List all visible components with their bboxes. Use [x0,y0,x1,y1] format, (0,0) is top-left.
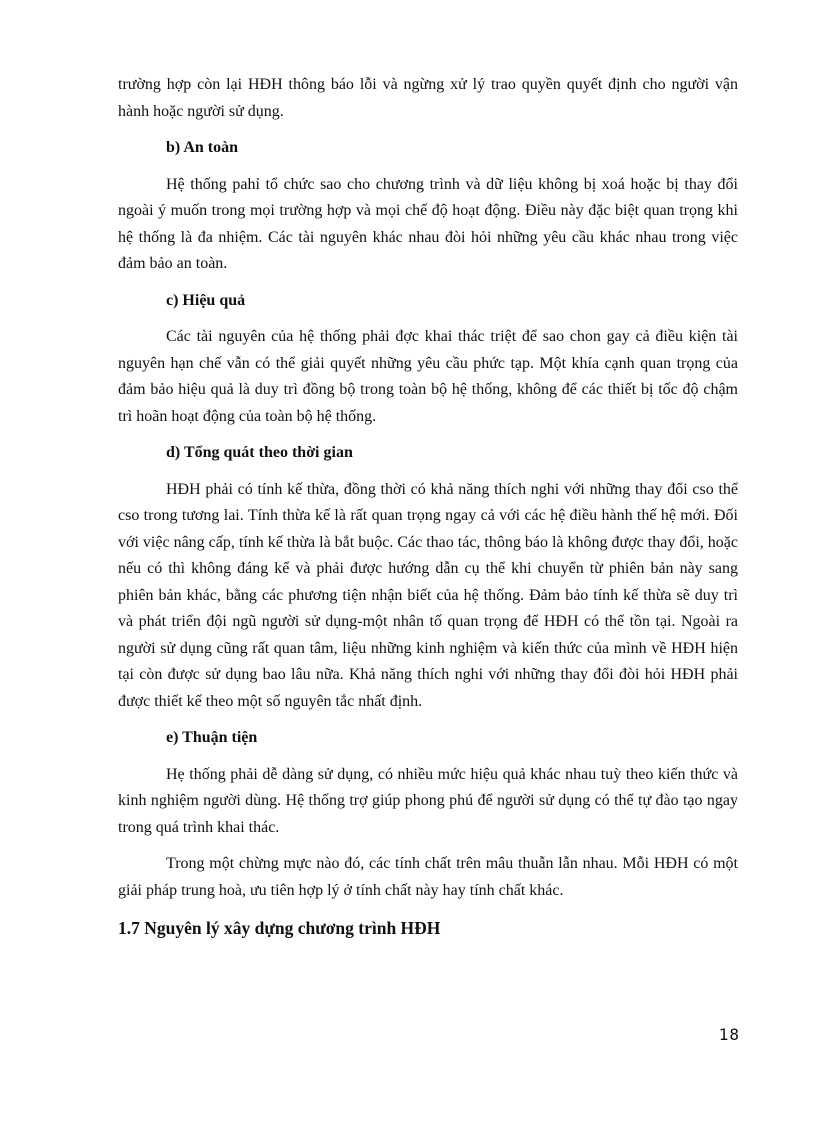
paragraph-convenience: Hẹ thống phải dễ dàng sử dụng, có nhiều mức hiệu quả khác nhau tuỳ theo kiến thức và kinh nghiệm người dùng. Hệ thống trợ giúp phong phú để người sử dụng có thể tự đào tạo ngay trong quá trình khai thác. [118,765,738,836]
page-number: 18 [718,1025,740,1044]
paragraph-intro: trường hợp còn lại HĐH thông báo lỗi và ngừng xử lý trao quyền quyết định cho người vận hành hoặc người sử dụng. [118,76,738,120]
paragraph-safety: Hệ thống pahỉ tổ chức sao cho chương trình và dữ liệu không bị xoá hoặc bị thay đổi ngoài ý muốn trong mọi trường hợp và mọi chế độ hoạt động. Điều này đặc biệt quan trọng khi hệ thống là đa nhiệm. Các tài nguyên khác nhau đòi hỏi những yêu cầu khác nhau trong việc đảm bảo an toàn. [118,175,738,272]
paragraph-generality: HĐH phải có tính kế thừa, đồng thời có khả năng thích nghi với những thay đổi cso thể cso trong tương lai. Tính thừa kế là rất quan trọng ngay cả với các hệ điều hành thế hệ mới. Đối với việc nâng cấp, tính kế thừa là bắt buộc. Các thao tác, thông báo là không được thay đổi, hoặc nếu có thì không đáng kể và phải được hướng dẫn cụ thể khi chuyển từ phiên bản này sang phiên bản khác, bằng các phương tiện nhận biết của hệ thống. Đảm bảo tính kế thừa sẽ duy trì và phát triển đội ngũ người sử dụng-một nhân tố quan trọng để HĐH có thể tồn tại. Ngoài ra người sử dụng cũng rất quan tâm, liệu những kinh nghiệm và kiến thức của mình về HĐH hiện tại còn được sử dụng bao lâu nữa. Khả năng thích nghi với những thay đổi đòi hỏi HĐH phải được thiết kế theo một số nguyên tắc nhất định. [118,480,738,710]
heading-safety: b) An toàn [166,139,239,156]
heading-convenience: e) Thuận tiện [166,729,258,746]
paragraph-efficiency: Các tài nguyên của hệ thống phải đợc khai thác triệt để sao chon gay cả điều kiện tài nguyên hạn chế vẫn có thể giải quyết những yêu cầu phức tạp. Một khía cạnh quan trọng của đảm bảo hiệu quả là duy trì đồng bộ trong toàn bộ hệ thống, không để các thiết bị tốc độ chậm trì hoãn hoạt động của toàn bộ hệ thống. [118,328,738,425]
heading-generality: d) Tổng quát theo thời gian [166,444,353,461]
page-content [118,72,738,942]
heading-efficiency: c) Hiệu quả [166,291,246,309]
section-title: 1.7 Nguyên lý xây dựng chương trình HĐH [118,918,441,938]
paragraph-conclusion: Trong một chừng mực nào đó, các tính chất trên mâu thuẫn lẫn nhau. Mỗi HĐH có một giải pháp trung hoà, ưu tiên hợp lý ở tính chất này hay tính chất khác. [118,855,738,899]
